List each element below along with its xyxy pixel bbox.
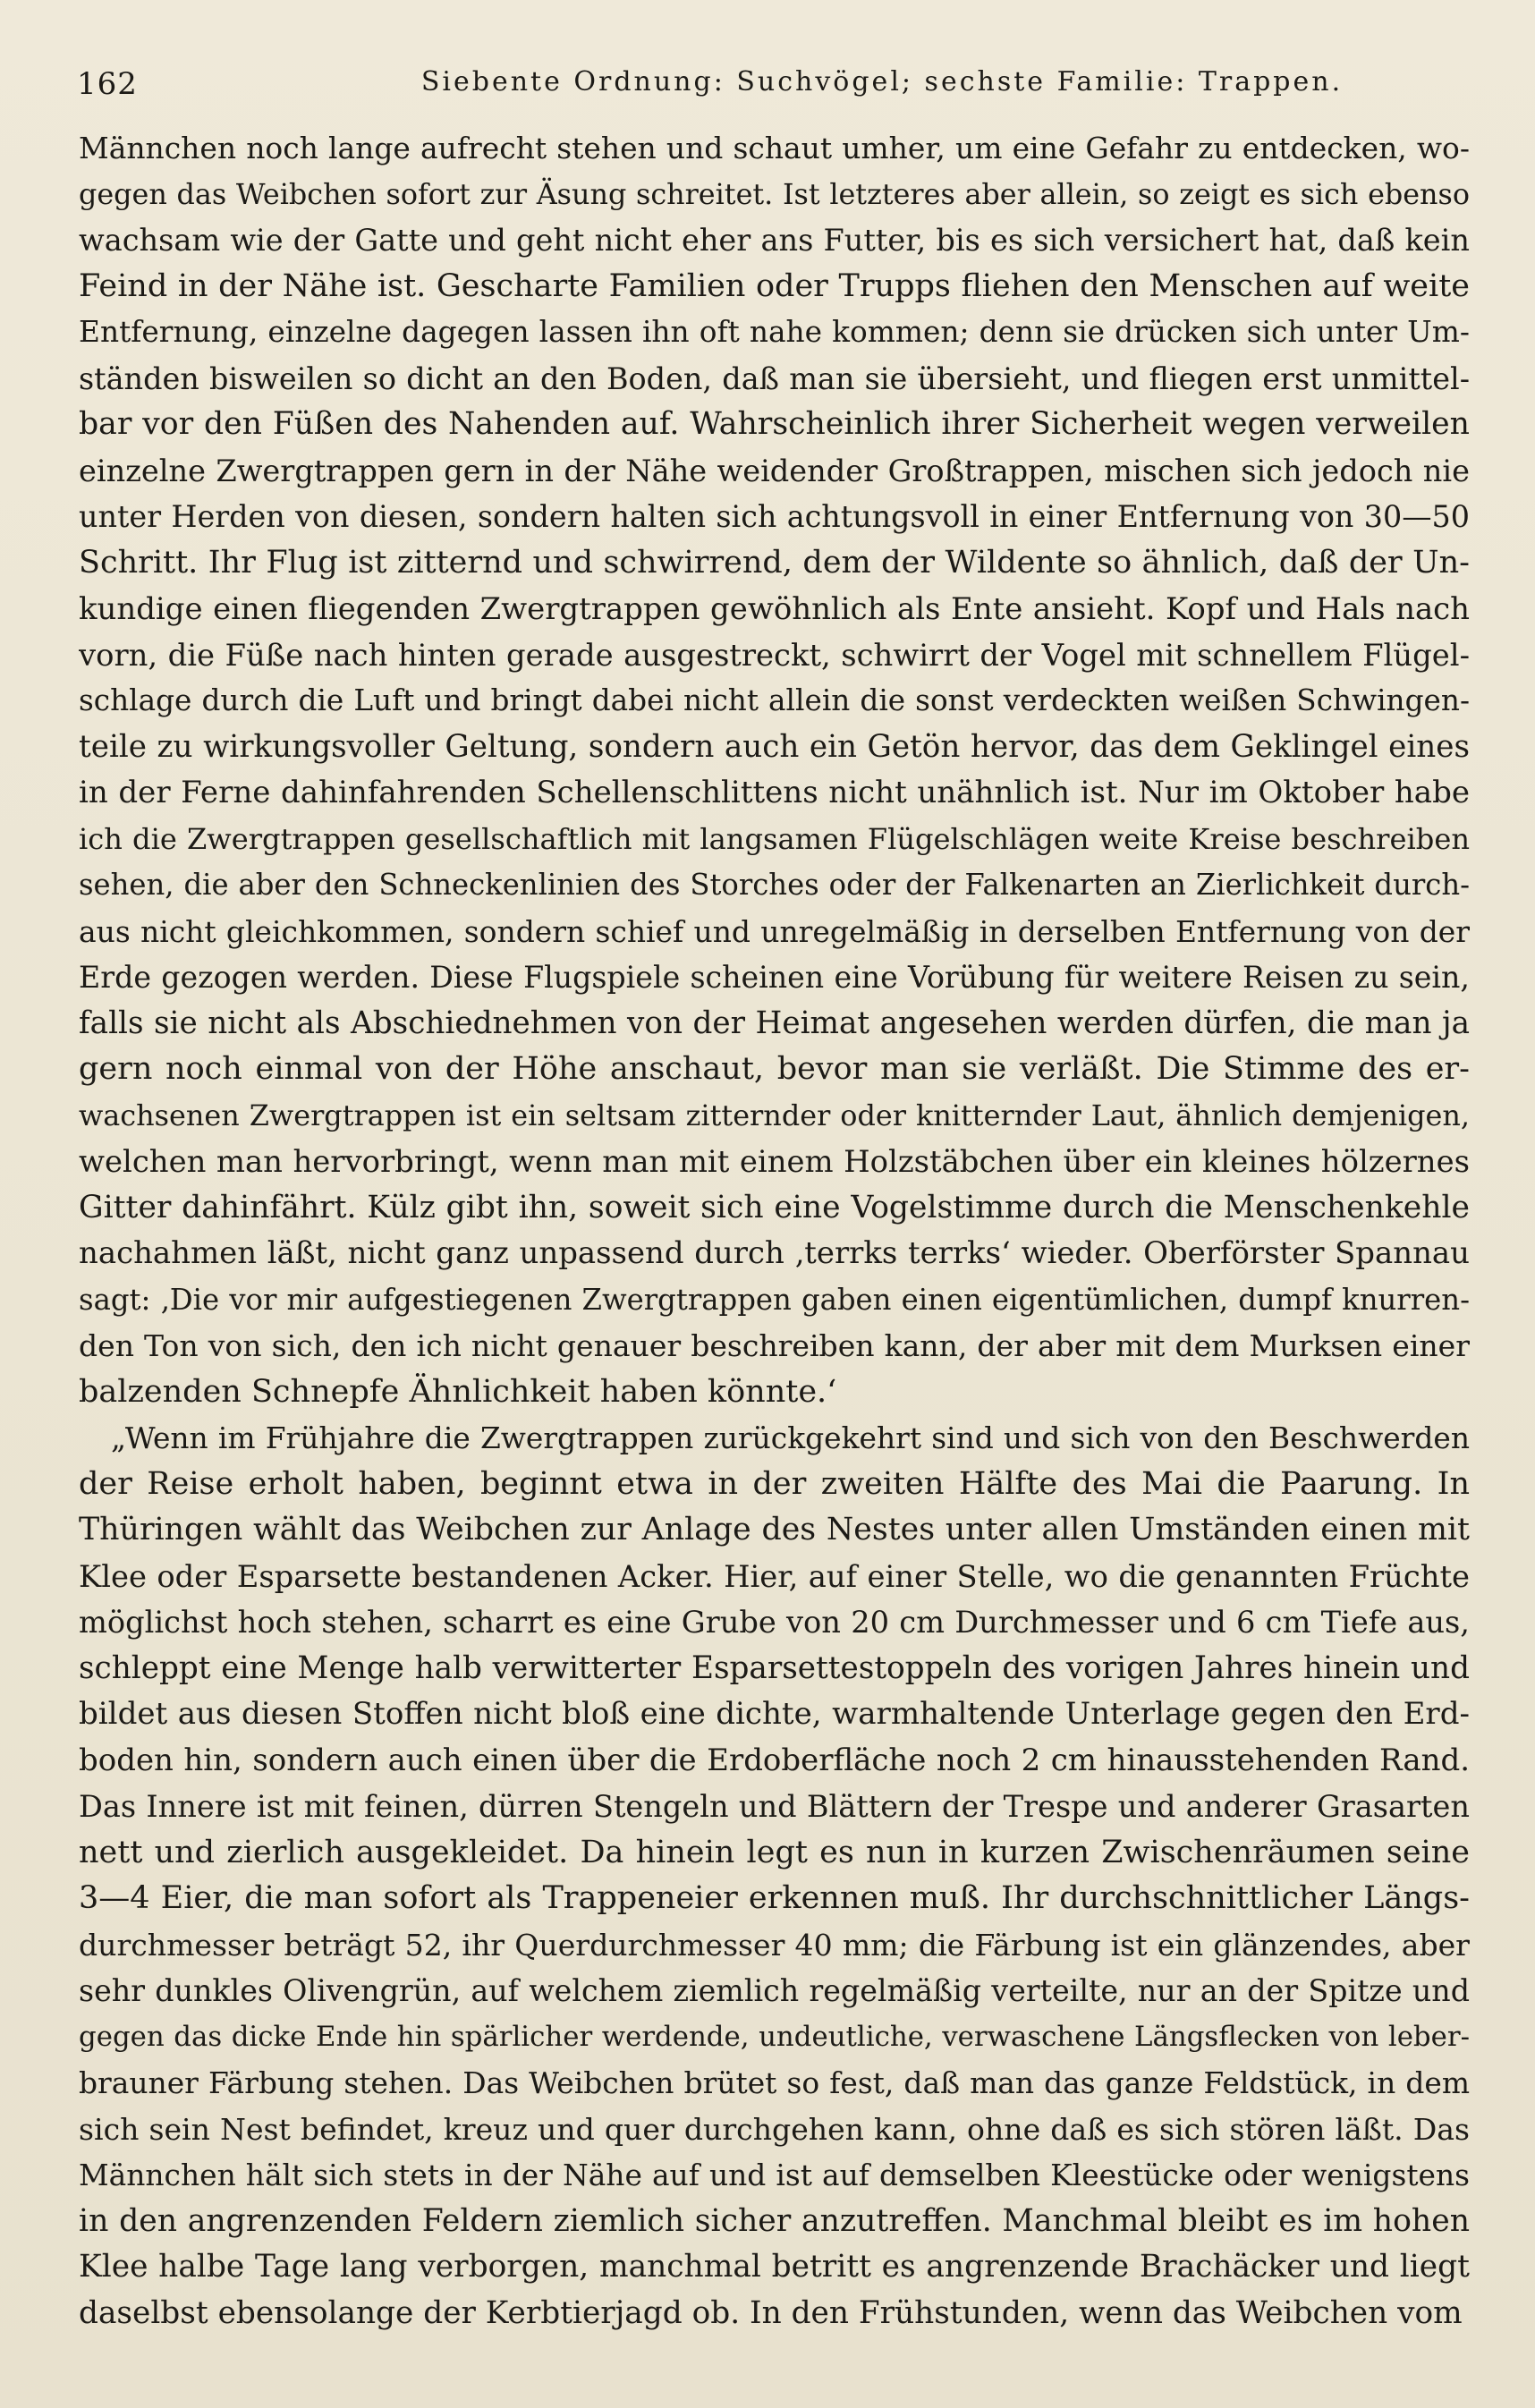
text-line: Männchen hält sich stets in der Nähe auf und ist auf demselben Kleestücke oder wenigstens [79, 2158, 1470, 2192]
text-line: falls sie nicht als Abschiednehmen von der Heimat angesehen werden dürfen, die man ja [79, 1005, 1470, 1041]
text-line: Männchen noch lange aufrecht stehen und schaut umher, um eine Gefahr zu entdecken, wo- [79, 131, 1470, 165]
paragraph [79, 125, 1470, 1415]
text-line: nachahmen läßt, nicht ganz unpassend durch ‚terrks terrks‘ wieder. Oberförster Spannau [79, 1236, 1470, 1271]
text-line: nett und zierlich ausgekleidet. Da hinein legt es nun in kurzen Zwischenräumen seine [79, 1834, 1470, 1870]
text-line: sehen, die aber den Schneckenlinien des Storches oder der Falkenarten an Zierlichkeit durch- [79, 868, 1470, 902]
text-line: boden hin, sondern auch einen über die Erdoberfläche noch 2 cm hinausstehenden Rand. [79, 1742, 1470, 1778]
text-line: teile zu wirkungsvoller Geltung, sondern auch ein Getön hervor, das dem Geklingel eines [79, 728, 1470, 765]
text-line: kundige einen fliegenden Zwergtrappen gewöhnlich als Ente ansieht. Kopf und Hals nach [79, 591, 1470, 626]
text-line: möglichst hoch stehen, scharrt es eine Grube von 20 cm Durchmesser und 6 cm Tiefe aus, [79, 1605, 1470, 1640]
text-line: ich die Zwergtrappen gesellschaftlich mit langsamen Flügelschlägen weite Kreise beschreiben [79, 821, 1470, 856]
text-line: schlage durch die Luft und bringt dabei nicht allein die sonst verdeckten weißen Schwingen- [79, 683, 1470, 717]
paragraph [79, 1415, 1470, 2336]
text-line: Thüringen wählt das Weibchen zur Anlage des Nestes unter allen Umständen einen mit [79, 1512, 1470, 1547]
text-line: wachsam wie der Gatte und geht nicht eher ans Futter, bis es sich versichert hat, daß kein [79, 223, 1470, 258]
running-head: Siebente Ordnung: Suchvögel; sechste Familie: Trappen. [420, 66, 1344, 98]
page-number: 162 [77, 66, 138, 102]
text-line: den Ton von sich, den ich nicht genauer beschreiben kann, der aber mit dem Murksen einer [79, 1328, 1470, 1363]
text-line: einzelne Zwergtrappen gern in der Nähe weidender Großtrappen, mischen sich jedoch nie [79, 453, 1470, 488]
text-line: welchen man hervorbringt, wenn man mit einem Holzstäbchen über ein kleines hölzernes [79, 1144, 1470, 1179]
text-line: „Wenn im Frühjahre die Zwergtrappen zurückgekehrt sind und sich von den Beschwerden [111, 1420, 1470, 1455]
text-line: balzenden Schnepfe Ähnlichkeit haben könnte.‘ [79, 1373, 837, 1410]
text-line: Klee halbe Tage lang verborgen, manchmal betritt es angrenzende Brachäcker und liegt [79, 2249, 1470, 2285]
text-line: gegen das dicke Ende hin spärlicher werdende, undeutliche, verwaschene Längsflecken von leber- [79, 2020, 1470, 2053]
text-line: der Reise erholt haben, beginnt etwa in der zweiten Hälfte des Mai die Paarung. In [79, 1465, 1470, 1502]
text-line: in den angrenzenden Feldern ziemlich sicher anzutreffen. Manchmal bleibt es im hohen [79, 2202, 1470, 2239]
text-line: durchmesser beträgt 52, ihr Querdurchmesser 40 mm; die Färbung ist ein glänzendes, aber [79, 1927, 1470, 1963]
text-line: Feind in der Nähe ist. Gescharte Familien oder Trupps fliehen den Menschen auf weite [79, 267, 1470, 304]
text-line: 3—4 Eier, die man sofort als Trappeneier erkennen muß. Ihr durchschnittlicher Längs- [79, 1880, 1470, 1916]
text-line: schleppt eine Menge halb verwitterter Esparsettestoppeln des vorigen Jahres hinein und [79, 1649, 1470, 1686]
text-line: ständen bisweilen so dicht an den Boden, daß man sie übersieht, und fliegen erst unmittel- [79, 360, 1470, 396]
body-text [79, 125, 1470, 2336]
text-line: Schritt. Ihr Flug ist zitternd und schwirrend, dem der Wildente so ähnlich, daß der Un- [79, 544, 1470, 581]
text-line: Gitter dahinfährt. Külz gibt ihn, soweit sich eine Vogelstimme durch die Menschenkehle [79, 1189, 1470, 1225]
text-line: vorn, die Füße nach hinten gerade ausgestreckt, schwirrt der Vogel mit schnellem Flügel- [79, 637, 1470, 673]
text-line: sagt: ‚Die vor mir aufgestiegenen Zwergtrappen gaben einen eigentümlichen, dumpf knurren- [79, 1282, 1470, 1317]
text-line: bar vor den Füßen des Nahenden auf. Wahrscheinlich ihrer Sicherheit wegen verweilen [79, 406, 1470, 442]
text-line: brauner Färbung stehen. Das Weibchen brütet so fest, daß man das ganze Feldstück, in dem [79, 2065, 1470, 2100]
text-line: sehr dunkles Olivengrün, auf welchem ziemlich regelmäßig verteilte, nur an der Spitze und [79, 1973, 1470, 2008]
text-line: gern noch einmal von der Höhe anschaut, bevor man sie verläßt. Die Stimme des er- [79, 1051, 1470, 1087]
text-line: wachsenen Zwergtrappen ist ein seltsam zitternder oder knitternder Laut, ähnlich demjenigen, [79, 1098, 1470, 1132]
text-line: bildet aus diesen Stoffen nicht bloß eine dichte, warmhaltende Unterlage gegen den Erd- [79, 1696, 1470, 1732]
text-line: Klee oder Esparsette bestandenen Acker. Hier, auf einer Stelle, wo die genannten Früchte [79, 1558, 1470, 1594]
page-header [77, 57, 1472, 111]
text-line: Erde gezogen werden. Diese Flugspiele scheinen eine Vorübung für weitere Reisen zu sein, [79, 960, 1470, 995]
text-line: Entfernung, einzelne dagegen lassen ihn oft nahe kommen; denn sie drücken sich unter Um- [79, 315, 1470, 349]
text-line: in der Ferne dahinfahrenden Schellenschlittens nicht unähnlich ist. Nur im Oktober habe [79, 775, 1470, 810]
text-line: aus nicht gleichkommen, sondern schief und unregelmäßig in derselben Entfernung von der [79, 913, 1470, 949]
text-line: sich sein Nest befindet, kreuz und quer durchgehen kann, ohne daß es sich stören läßt. Das [79, 2111, 1470, 2147]
text-line: daselbst ebensolange der Kerbtierjagd ob. In den Frühstunden, wenn das Weibchen vom [79, 2294, 1463, 2331]
text-line: unter Herden von diesen, sondern halten sich achtungsvoll in einer Entfernung von 30—50 [79, 499, 1470, 534]
text-line: Das Innere ist mit feinen, dürren Stengeln und Blättern der Trespe und anderer Grasarten [79, 1789, 1470, 1824]
text-line: gegen das Weibchen sofort zur Äsung schreitet. Ist letzteres aber allein, so zeigt es sich ebenso [79, 176, 1470, 211]
